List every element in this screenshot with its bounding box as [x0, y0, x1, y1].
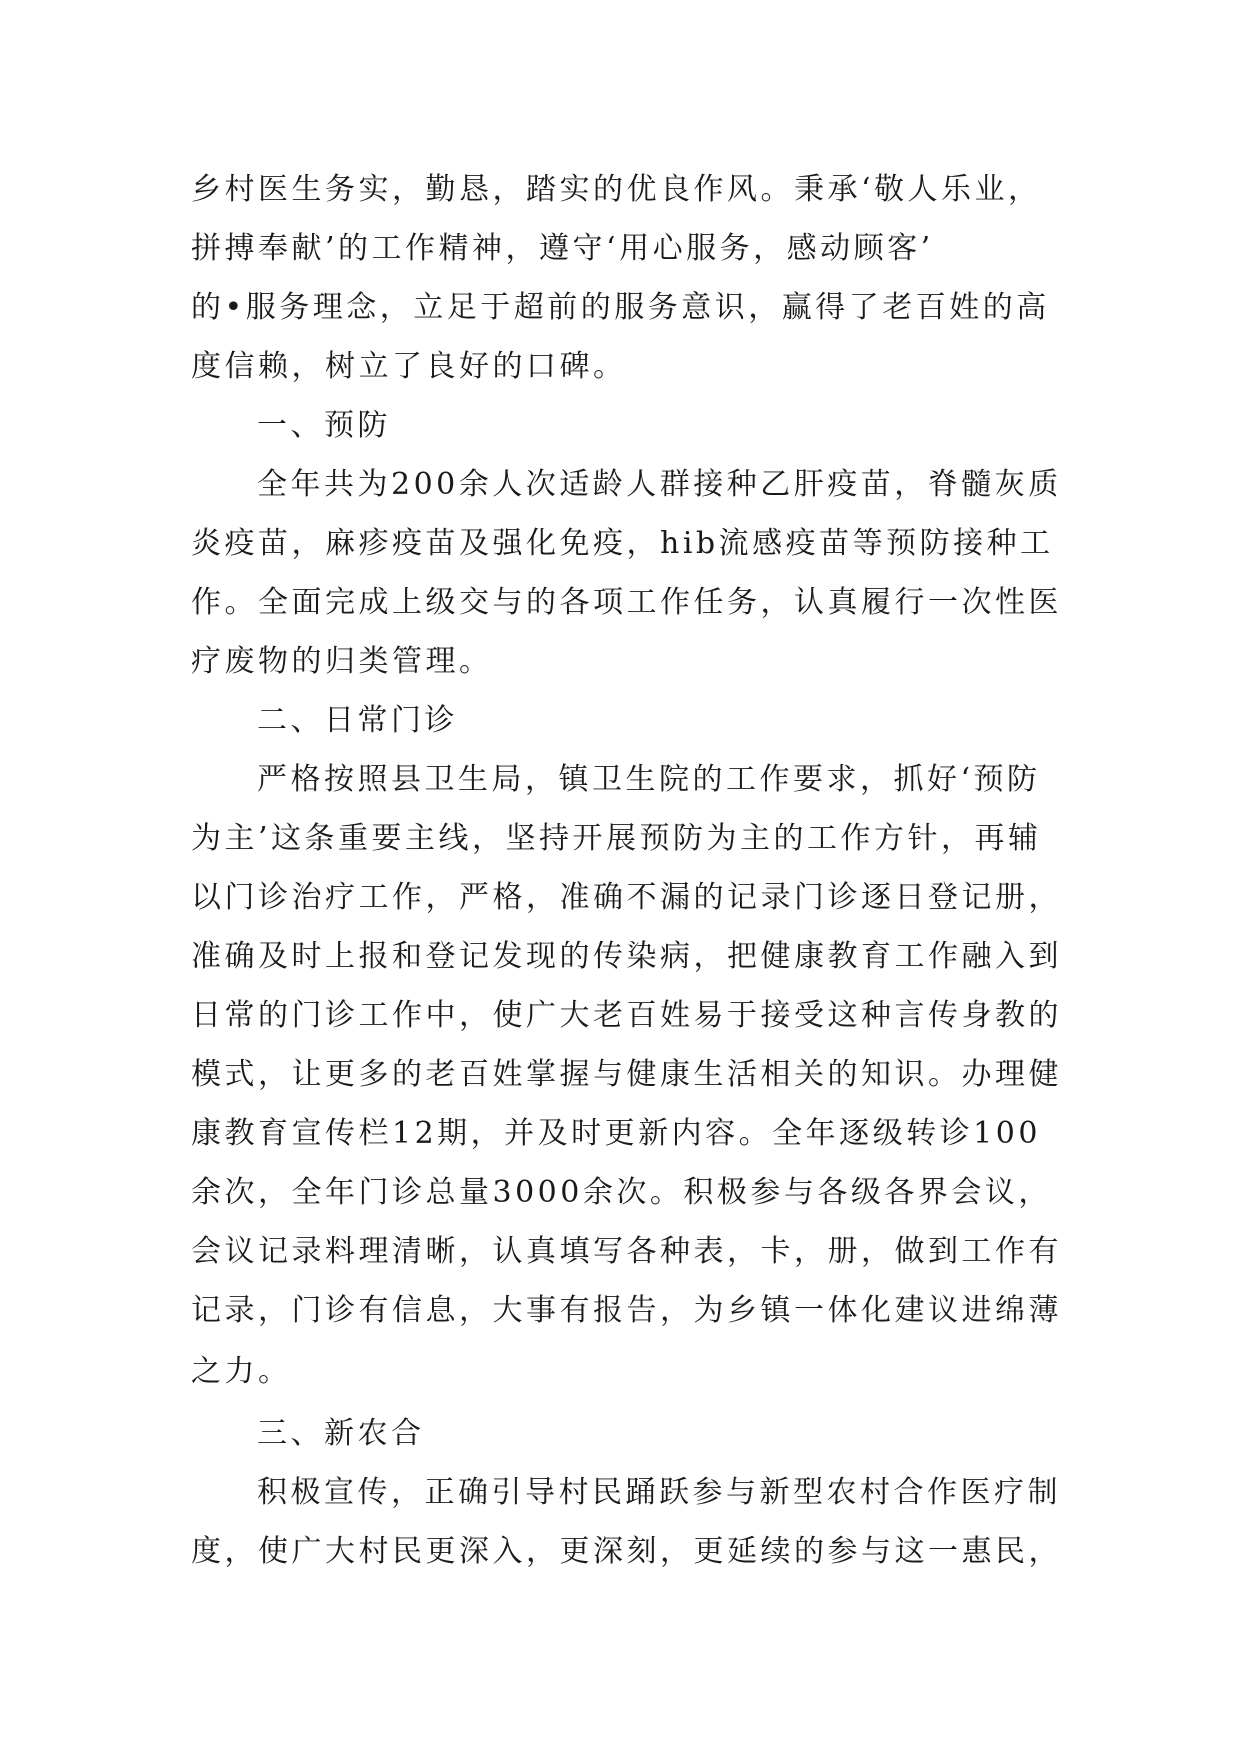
section-heading: 三、新农合 [257, 1416, 425, 1451]
body-line: 会议记录料理清晰，认真填写各种表，卡，册，做到工作有 [191, 1234, 1062, 1269]
body-line: 准确及时上报和登记发现的传染病，把健康教育工作融入到 [191, 939, 1062, 974]
body-line: 的•服务理念，立足于超前的服务意识，赢得了老百姓的高 [191, 290, 1050, 325]
document-body [191, 160, 1071, 1581]
section-heading: 一、预防 [257, 408, 391, 443]
body-line: 积极宣传，正确引导村民踊跃参与新型农村合作医疗制 [257, 1475, 1061, 1510]
body-line: 作。全面完成上级交与的各项工作任务，认真履行一次性医 [191, 585, 1062, 620]
body-line: 以门诊治疗工作，严格，准确不漏的记录门诊逐日登记册， [191, 880, 1062, 915]
body-line: 记录，门诊有信息，大事有报告，为乡镇一体化建议进绵薄 [191, 1293, 1062, 1328]
body-line: 疗废物的归类管理。 [191, 644, 493, 679]
body-line: 之力。 [191, 1354, 292, 1389]
section-heading: 二、日常门诊 [257, 703, 458, 738]
body-line: 炎疫苗，麻疹疫苗及强化免疫，hib流感疫苗等预防接种工 [191, 526, 1054, 561]
body-line: 余次，全年门诊总量3000余次。积极参与各级各界会议， [191, 1175, 1052, 1210]
body-line: 日常的门诊工作中，使广大老百姓易于接受这种言传身教的 [191, 998, 1062, 1033]
body-line: 模式，让更多的老百姓掌握与健康生活相关的知识。办理健 [191, 1057, 1062, 1092]
body-line: 度，使广大村民更深入，更深刻，更延续的参与这一惠民， [191, 1534, 1062, 1569]
body-line: 全年共为200余人次适龄人群接种乙肝疫苗，脊髓灰质 [257, 467, 1062, 502]
body-line: 康教育宣传栏12期，并及时更新内容。全年逐级转诊100 [191, 1116, 1041, 1151]
body-line: 拼搏奉献’的工作精神，遵守‘用心服务，感动顾客’ [191, 231, 934, 266]
body-line: 度信赖，树立了良好的口碑。 [191, 349, 627, 384]
body-line: 为主’这条重要主线，坚持开展预防为主的工作方针，再辅 [191, 821, 1042, 856]
body-line: 严格按照县卫生局，镇卫生院的工作要求，抓好‘预防 [257, 762, 1041, 797]
body-line: 乡村医生务实，勤恳，踏实的优良作风。秉承‘敬人乐业， [191, 172, 1042, 207]
